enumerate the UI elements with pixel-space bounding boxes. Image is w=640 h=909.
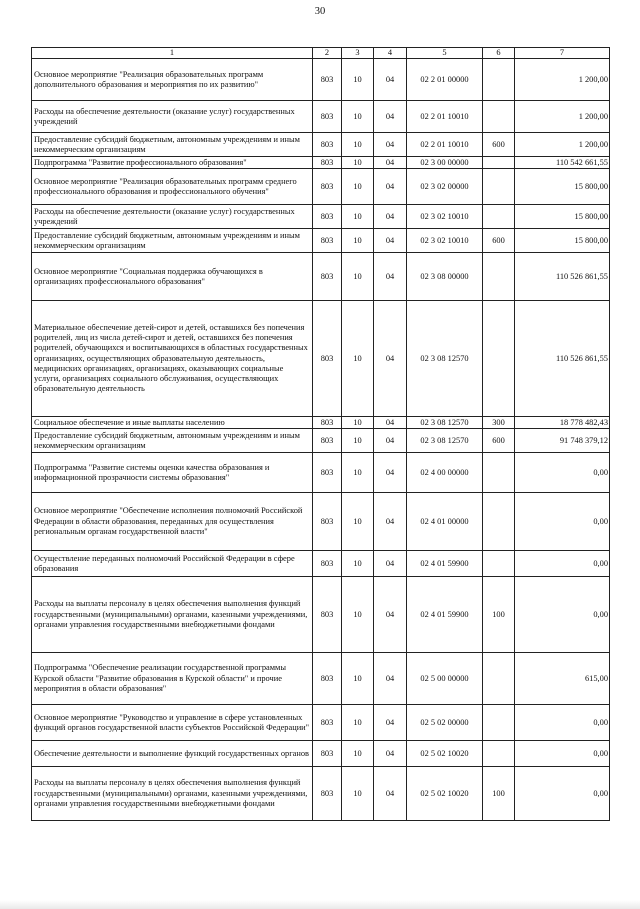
row-code-c4: 04 bbox=[374, 169, 407, 205]
row-code-c4: 04 bbox=[374, 741, 407, 767]
row-code-c5: 02 5 02 00000 bbox=[407, 705, 483, 741]
row-code-c6 bbox=[483, 205, 515, 229]
row-code-c6 bbox=[483, 59, 515, 101]
row-code-c2: 803 bbox=[313, 169, 342, 205]
row-name: Основное мероприятие "Реализация образовательных программ среднего профессионального образования и профессионального обучения" bbox=[32, 169, 313, 205]
row-name: Основное мероприятие "Реализация образовательных программ дополнительного образования и мероприятия по их развитию" bbox=[32, 59, 313, 101]
row-code-c4: 04 bbox=[374, 205, 407, 229]
scan-bottom-edge bbox=[0, 900, 640, 909]
row-code-c6: 300 bbox=[483, 417, 515, 429]
row-code-c2: 803 bbox=[313, 705, 342, 741]
row-code-c2: 803 bbox=[313, 205, 342, 229]
table-row bbox=[32, 551, 610, 577]
header-cell: 2 bbox=[313, 48, 342, 59]
row-name: Подпрограмма "Развитие профессионального образования" bbox=[32, 157, 313, 169]
row-code-c6 bbox=[483, 453, 515, 493]
table-row bbox=[32, 453, 610, 493]
row-code-c2: 803 bbox=[313, 229, 342, 253]
row-code-c5: 02 4 01 00000 bbox=[407, 493, 483, 551]
table-row bbox=[32, 101, 610, 133]
row-code-c4: 04 bbox=[374, 133, 407, 157]
row-code-c3: 10 bbox=[342, 157, 374, 169]
row-code-c5: 02 4 01 59900 bbox=[407, 551, 483, 577]
row-amount: 110 526 861,55 bbox=[515, 301, 610, 417]
row-code-c2: 803 bbox=[313, 453, 342, 493]
budget-table bbox=[31, 47, 610, 821]
page-number: 30 bbox=[314, 6, 326, 17]
row-code-c6 bbox=[483, 301, 515, 417]
row-code-c3: 10 bbox=[342, 653, 374, 705]
row-code-c4: 04 bbox=[374, 653, 407, 705]
row-code-c3: 10 bbox=[342, 551, 374, 577]
row-name: Материальное обеспечение детей-сирот и детей, оставшихся без попечения родителей, лиц из числа детей-сирот и детей, оставшихся без попечения родителей, обучающихся и воспитывающихся в областных государственных организациях, осуществляющих образовательную деятельность, медицинских организациях, организациях, оказывающих социальные услуги, организациях социального обслуживания, осуществляющих образовательную деятельность bbox=[32, 301, 313, 417]
row-amount: 91 748 379,12 bbox=[515, 429, 610, 453]
row-amount: 15 800,00 bbox=[515, 205, 610, 229]
row-code-c4: 04 bbox=[374, 157, 407, 169]
table-row bbox=[32, 253, 610, 301]
row-code-c4: 04 bbox=[374, 301, 407, 417]
row-name: Основное мероприятие "Руководство и управление в сфере установленных функций органов государственной власти субъектов Российской Федерации" bbox=[32, 705, 313, 741]
row-amount: 0,00 bbox=[515, 577, 610, 653]
row-code-c5: 02 4 01 59900 bbox=[407, 577, 483, 653]
table-row bbox=[32, 577, 610, 653]
row-code-c5: 02 2 01 00000 bbox=[407, 59, 483, 101]
row-name: Предоставление субсидий бюджетным, автономным учреждениям и иным некоммерческим организациям bbox=[32, 429, 313, 453]
row-code-c6 bbox=[483, 253, 515, 301]
row-code-c3: 10 bbox=[342, 253, 374, 301]
table-row bbox=[32, 59, 610, 101]
table-row bbox=[32, 653, 610, 705]
header-cell: 1 bbox=[32, 48, 313, 59]
row-code-c3: 10 bbox=[342, 705, 374, 741]
row-code-c6 bbox=[483, 551, 515, 577]
row-name: Основное мероприятие "Социальная поддержка обучающихся в организациях профессионального образования" bbox=[32, 253, 313, 301]
row-amount: 18 778 482,43 bbox=[515, 417, 610, 429]
row-name: Подпрограмма "Развитие системы оценки качества образования и информационной прозрачности системы образования" bbox=[32, 453, 313, 493]
row-code-c2: 803 bbox=[313, 653, 342, 705]
row-name: Предоставление субсидий бюджетным, автономным учреждениям и иным некоммерческим организациям bbox=[32, 133, 313, 157]
header-cell: 5 bbox=[407, 48, 483, 59]
header-cell: 7 bbox=[515, 48, 610, 59]
row-code-c4: 04 bbox=[374, 705, 407, 741]
table-row bbox=[32, 429, 610, 453]
row-code-c5: 02 3 08 12570 bbox=[407, 417, 483, 429]
row-code-c5: 02 5 02 10020 bbox=[407, 767, 483, 821]
row-code-c5: 02 3 02 10010 bbox=[407, 229, 483, 253]
row-amount: 110 526 861,55 bbox=[515, 253, 610, 301]
row-code-c5: 02 2 01 10010 bbox=[407, 101, 483, 133]
row-code-c3: 10 bbox=[342, 301, 374, 417]
row-code-c2: 803 bbox=[313, 741, 342, 767]
table-row bbox=[32, 493, 610, 551]
row-code-c6 bbox=[483, 493, 515, 551]
row-code-c5: 02 3 02 00000 bbox=[407, 169, 483, 205]
row-amount: 0,00 bbox=[515, 741, 610, 767]
row-code-c3: 10 bbox=[342, 205, 374, 229]
row-name: Подпрограмма "Обеспечение реализации государственной программы Курской области "Развитие образования в Курской области" и прочие мероприятия в области образования" bbox=[32, 653, 313, 705]
row-code-c4: 04 bbox=[374, 59, 407, 101]
row-code-c6: 600 bbox=[483, 429, 515, 453]
row-code-c6 bbox=[483, 169, 515, 205]
row-amount: 0,00 bbox=[515, 767, 610, 821]
row-code-c3: 10 bbox=[342, 493, 374, 551]
row-code-c4: 04 bbox=[374, 767, 407, 821]
row-code-c2: 803 bbox=[313, 577, 342, 653]
row-code-c3: 10 bbox=[342, 741, 374, 767]
row-code-c4: 04 bbox=[374, 417, 407, 429]
row-amount: 0,00 bbox=[515, 453, 610, 493]
header-cell: 4 bbox=[374, 48, 407, 59]
row-code-c2: 803 bbox=[313, 59, 342, 101]
table-row bbox=[32, 229, 610, 253]
row-code-c2: 803 bbox=[313, 551, 342, 577]
row-amount: 615,00 bbox=[515, 653, 610, 705]
row-amount: 0,00 bbox=[515, 493, 610, 551]
row-amount: 0,00 bbox=[515, 551, 610, 577]
row-name: Осуществление переданных полномочий Российской Федерации в сфере образования bbox=[32, 551, 313, 577]
table-row bbox=[32, 205, 610, 229]
row-code-c3: 10 bbox=[342, 577, 374, 653]
row-code-c3: 10 bbox=[342, 453, 374, 493]
row-amount: 1 200,00 bbox=[515, 101, 610, 133]
row-code-c4: 04 bbox=[374, 493, 407, 551]
row-code-c6 bbox=[483, 741, 515, 767]
row-code-c6 bbox=[483, 653, 515, 705]
row-code-c2: 803 bbox=[313, 429, 342, 453]
header-cell: 3 bbox=[342, 48, 374, 59]
row-name: Расходы на выплаты персоналу в целях обеспечения выполнения функций государственными (муниципальными) органами, казенными учреждениями, органами управления государственными внебюджетными фондами bbox=[32, 767, 313, 821]
table-row bbox=[32, 741, 610, 767]
row-code-c3: 10 bbox=[342, 101, 374, 133]
row-code-c2: 803 bbox=[313, 493, 342, 551]
row-code-c4: 04 bbox=[374, 551, 407, 577]
row-code-c2: 803 bbox=[313, 101, 342, 133]
row-name: Расходы на обеспечение деятельности (оказание услуг) государственных учреждений bbox=[32, 205, 313, 229]
row-code-c2: 803 bbox=[313, 767, 342, 821]
row-code-c5: 02 3 08 12570 bbox=[407, 429, 483, 453]
row-code-c5: 02 3 02 10010 bbox=[407, 205, 483, 229]
row-code-c2: 803 bbox=[313, 157, 342, 169]
row-code-c2: 803 bbox=[313, 301, 342, 417]
row-code-c5: 02 3 00 00000 bbox=[407, 157, 483, 169]
row-code-c5: 02 5 02 10020 bbox=[407, 741, 483, 767]
row-code-c3: 10 bbox=[342, 229, 374, 253]
row-code-c6: 600 bbox=[483, 229, 515, 253]
row-name: Предоставление субсидий бюджетным, автономным учреждениям и иным некоммерческим организациям bbox=[32, 229, 313, 253]
row-code-c3: 10 bbox=[342, 767, 374, 821]
row-name: Основное мероприятие "Обеспечение исполнения полномочий Российской Федерации в области образования, переданных для осуществления региональным органам государственной власти" bbox=[32, 493, 313, 551]
row-name: Социальное обеспечение и иные выплаты населению bbox=[32, 417, 313, 429]
row-code-c5: 02 5 00 00000 bbox=[407, 653, 483, 705]
row-code-c4: 04 bbox=[374, 577, 407, 653]
table-row bbox=[32, 417, 610, 429]
row-code-c6: 600 bbox=[483, 133, 515, 157]
row-code-c4: 04 bbox=[374, 453, 407, 493]
row-amount: 15 800,00 bbox=[515, 169, 610, 205]
row-amount: 110 542 661,55 bbox=[515, 157, 610, 169]
row-code-c3: 10 bbox=[342, 169, 374, 205]
row-name: Расходы на выплаты персоналу в целях обеспечения выполнения функций государственными (муниципальными) органами, казенными учреждениями, органами управления государственными внебюджетными фондами bbox=[32, 577, 313, 653]
row-code-c3: 10 bbox=[342, 59, 374, 101]
row-amount: 1 200,00 bbox=[515, 59, 610, 101]
row-code-c6 bbox=[483, 101, 515, 133]
table-row bbox=[32, 169, 610, 205]
row-code-c3: 10 bbox=[342, 429, 374, 453]
row-code-c3: 10 bbox=[342, 133, 374, 157]
row-code-c5: 02 3 08 12570 bbox=[407, 301, 483, 417]
row-code-c2: 803 bbox=[313, 253, 342, 301]
table-row bbox=[32, 767, 610, 821]
row-code-c5: 02 2 01 10010 bbox=[407, 133, 483, 157]
row-amount: 0,00 bbox=[515, 705, 610, 741]
row-code-c6: 100 bbox=[483, 577, 515, 653]
row-code-c4: 04 bbox=[374, 253, 407, 301]
header-row bbox=[32, 48, 610, 59]
table-row bbox=[32, 705, 610, 741]
header-cell: 6 bbox=[483, 48, 515, 59]
table-row bbox=[32, 133, 610, 157]
row-code-c6 bbox=[483, 705, 515, 741]
row-code-c3: 10 bbox=[342, 417, 374, 429]
row-code-c4: 04 bbox=[374, 229, 407, 253]
row-code-c4: 04 bbox=[374, 101, 407, 133]
row-code-c6: 100 bbox=[483, 767, 515, 821]
row-name: Расходы на обеспечение деятельности (оказание услуг) государственных учреждений bbox=[32, 101, 313, 133]
row-amount: 15 800,00 bbox=[515, 229, 610, 253]
row-code-c2: 803 bbox=[313, 417, 342, 429]
row-code-c2: 803 bbox=[313, 133, 342, 157]
row-name: Обеспечение деятельности и выполнение функций государственных органов bbox=[32, 741, 313, 767]
table-row bbox=[32, 301, 610, 417]
row-code-c4: 04 bbox=[374, 429, 407, 453]
table-row bbox=[32, 157, 610, 169]
row-amount: 1 200,00 bbox=[515, 133, 610, 157]
row-code-c5: 02 3 08 00000 bbox=[407, 253, 483, 301]
row-code-c5: 02 4 00 00000 bbox=[407, 453, 483, 493]
row-code-c6 bbox=[483, 157, 515, 169]
